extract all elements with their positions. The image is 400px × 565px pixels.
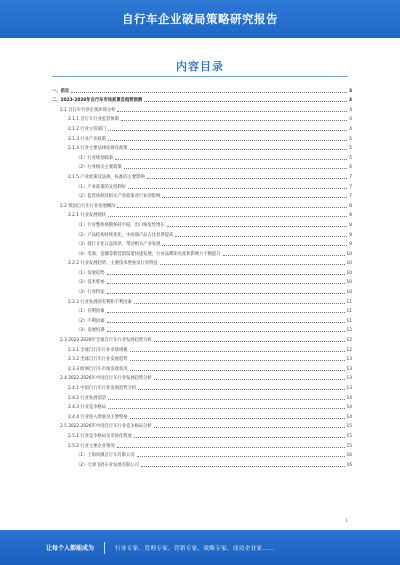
toc-entry[interactable] xyxy=(52,218,352,228)
toc-entry-text: （1）发展趋势 xyxy=(76,270,105,276)
toc-leader-dots xyxy=(147,178,348,179)
toc-leader-dots xyxy=(121,120,347,121)
toc-entry-page: 15 xyxy=(346,443,352,449)
toc-leader-dots xyxy=(107,274,345,275)
toc-entry-page: 15 xyxy=(346,424,352,430)
footer-roles-text: 行业专家、管理专家、营销专家、战略专家、成功企业家…… xyxy=(115,545,275,552)
toc-leader-dots xyxy=(175,236,347,237)
toc-entry[interactable] xyxy=(52,247,352,257)
toc-leader-dots xyxy=(130,370,345,371)
toc-entry-page: 7 xyxy=(349,194,352,200)
toc-entry[interactable] xyxy=(52,429,352,439)
toc-entry-text: 2.2.2 行业发展趋势、主要技术壁垒及行业特征 xyxy=(68,261,158,267)
toc-entry-page: 10 xyxy=(346,251,352,257)
toc-entry[interactable] xyxy=(52,190,352,200)
toc-entry[interactable] xyxy=(52,266,352,276)
toc-entry-page: 8 xyxy=(349,222,352,228)
toc-leader-dots xyxy=(108,130,347,131)
toc-entry-text: 2.3.2 全球自行车行业发展趋势 xyxy=(68,357,128,363)
toc-entry-text: 2.4.3 行业竞争格局 xyxy=(68,405,107,411)
toc-entry[interactable] xyxy=(52,209,352,219)
table-of-contents xyxy=(52,84,352,468)
toc-entry-text: （2）产品结构持续优化，中高端产品占比显著提高 xyxy=(76,232,174,238)
toc-leader-dots xyxy=(130,149,348,150)
toc-leader-dots xyxy=(162,245,347,246)
toc-leader-dots xyxy=(108,216,347,217)
toc-entry-page: 8 xyxy=(349,213,352,219)
toc-leader-dots xyxy=(154,427,345,428)
toc-entry-page: 4 xyxy=(349,117,352,123)
footer-lead-text: 让每个人都能成为 xyxy=(46,545,95,552)
toc-entry-text: 2.4.1 中国自行车行业发展趋势分析 xyxy=(68,386,137,391)
toc-leader-dots xyxy=(108,408,344,409)
toc-entry[interactable] xyxy=(52,122,352,132)
page-number: 1 xyxy=(345,518,348,523)
toc-entry-page: 13 xyxy=(346,386,352,391)
toc-leader-dots xyxy=(154,379,345,380)
toc-entry-page: 9 xyxy=(349,232,352,238)
toc-entry-text: 2.3.3 欧洲自行车市场发展状况 xyxy=(68,366,128,372)
toc-entry[interactable] xyxy=(52,228,352,238)
toc-entry-page: 11 xyxy=(346,309,352,315)
toc-entry-page: 12 xyxy=(346,347,352,353)
toc-leader-dots xyxy=(71,92,347,93)
toc-leader-dots xyxy=(223,255,345,256)
toc-entry-text: 二、2023-2028年自行车市场前景及趋势预测 xyxy=(52,98,143,104)
toc-entry[interactable] xyxy=(52,439,352,449)
toc-leader-dots xyxy=(107,322,345,323)
toc-entry[interactable] xyxy=(52,343,352,353)
toc-entry-text: 2.2 我国自行车行业发展概况 xyxy=(60,203,116,209)
toc-entry-page: 7 xyxy=(349,174,352,180)
toc-leader-dots xyxy=(167,226,348,227)
toc-entry[interactable] xyxy=(52,103,352,113)
toc-leader-dots xyxy=(107,283,345,284)
toc-entry-page: 5 xyxy=(349,155,352,161)
toc-entry-page: 15 xyxy=(346,433,352,439)
toc-entry-text: 2.4 2022-2026年中国自行车行业发展趋势分析 xyxy=(60,376,152,382)
toc-entry-page: 7 xyxy=(349,184,352,190)
toc-entry[interactable] xyxy=(52,372,352,382)
toc-entry-page: 16 xyxy=(346,453,352,459)
toc-entry[interactable] xyxy=(52,353,352,363)
toc-entry[interactable] xyxy=(52,257,352,267)
toc-entry-page: 9 xyxy=(349,242,352,248)
toc-entry-page: 3 xyxy=(349,88,352,94)
toc-entry-text: 2.4.2 行业发展前景 xyxy=(68,395,107,401)
toc-entry[interactable] xyxy=(52,449,352,459)
toc-entry-page: 3 xyxy=(349,98,352,104)
toc-entry-page: 16 xyxy=(346,462,352,468)
toc-entry-page: 10 xyxy=(346,280,352,286)
toc-entry[interactable] xyxy=(52,151,352,161)
toc-entry-page: 13 xyxy=(346,376,352,382)
toc-entry[interactable] xyxy=(52,113,352,123)
toc-entry-text: 2.1.2 行业主管部门 xyxy=(68,126,107,132)
report-title: 自行车企业破局策略研究报告 xyxy=(122,12,278,26)
toc-leader-dots xyxy=(130,351,345,352)
toc-entry-text: 2.5 2022-2026年中国自行车行业竞争格局分析 xyxy=(60,424,152,430)
toc-entry[interactable] xyxy=(52,314,352,324)
toc-entry-page: 4 xyxy=(349,126,352,132)
toc-entry[interactable] xyxy=(52,401,352,411)
toc-entry-text: 2.1.4 行业主要法律法规及政策 xyxy=(68,146,128,152)
toc-entry-page: 13 xyxy=(346,366,352,372)
toc-leader-dots xyxy=(108,140,347,141)
toc-entry-text: （2）天津飞鸽车业发展有限公司 xyxy=(76,462,139,468)
toc-entry-page: 5 xyxy=(349,146,352,152)
toc-entry[interactable] xyxy=(52,420,352,430)
toc-entry-text: 2.3.1 全球自行车行业市场规模 xyxy=(68,347,128,353)
toc-leader-dots xyxy=(117,447,345,448)
toc-entry-text: 2.5.2 行业主要企业情况 xyxy=(68,443,115,449)
toc-entry-page: 11 xyxy=(346,299,352,305)
toc-entry[interactable] xyxy=(52,180,352,190)
toc-entry-page: 11 xyxy=(346,318,352,324)
toc-entry-text: （2）行业相关主要政策 xyxy=(76,165,122,171)
toc-entry-text: （1）行业规划政策 xyxy=(76,155,114,161)
footer-banner xyxy=(0,530,400,565)
toc-entry-page: 12 xyxy=(346,328,352,334)
toc-leader-dots xyxy=(107,312,345,313)
toc-entry-page: 10 xyxy=(346,261,352,267)
toc-entry[interactable] xyxy=(52,199,352,209)
toc-leader-dots xyxy=(162,197,347,198)
toc-entry[interactable] xyxy=(52,333,352,343)
toc-entry-page: 14 xyxy=(346,395,352,401)
toc-leader-dots xyxy=(108,399,344,400)
toc-entry[interactable] xyxy=(52,305,352,315)
toc-leader-dots xyxy=(117,207,347,208)
toc-heading: 内容目录 xyxy=(176,60,224,73)
toc-entry[interactable] xyxy=(52,458,352,468)
toc-entry[interactable] xyxy=(52,295,352,305)
toc-entry[interactable] xyxy=(52,142,352,152)
toc-entry-page: 6 xyxy=(349,165,352,171)
toc-leader-dots xyxy=(160,264,345,265)
toc-entry-text: 一、前言 xyxy=(52,88,70,94)
toc-leader-dots xyxy=(134,303,345,304)
toc-entry-page: 14 xyxy=(346,414,352,420)
toc-leader-dots xyxy=(134,437,345,438)
toc-leader-dots xyxy=(130,418,345,419)
toc-entry-text: （1）行业整体规模保持平稳，出口恢复性增长 xyxy=(76,222,165,228)
toc-entry-text: （3）发展机遇 xyxy=(76,328,105,334)
toc-leader-dots xyxy=(107,293,345,294)
toc-leader-dots xyxy=(128,188,347,189)
toc-leader-dots xyxy=(117,111,347,112)
toc-entry-text: 2.1 自行车行业宏观环境分析 xyxy=(60,107,116,113)
toc-leader-dots xyxy=(107,331,345,332)
toc-leader-dots xyxy=(137,456,345,457)
toc-leader-dots xyxy=(115,159,347,160)
toc-entry-text: 2.4.4 行业进入壁垒及主要壁垒 xyxy=(68,414,128,420)
report-header-banner xyxy=(0,0,400,38)
toc-leader-dots xyxy=(130,360,345,361)
toc-entry-page: 8 xyxy=(349,203,352,209)
toc-divider xyxy=(52,76,348,77)
toc-entry[interactable] xyxy=(52,170,352,180)
toc-entry[interactable] xyxy=(52,132,352,142)
toc-entry[interactable] xyxy=(52,391,352,401)
toc-leader-dots xyxy=(144,101,347,102)
toc-entry-text: 2.5.1 行业竞争格局及市场化程度 xyxy=(68,433,132,439)
toc-entry-text: 2.1.5 产业政策及法规、标准的主要影响 xyxy=(68,174,145,180)
footer-divider xyxy=(104,542,105,554)
toc-entry[interactable] xyxy=(52,94,352,104)
toc-entry-page: 10 xyxy=(346,270,352,276)
toc-entry[interactable] xyxy=(52,381,352,391)
toc-leader-dots xyxy=(124,168,348,169)
toc-entry-page: 12 xyxy=(346,338,352,344)
toc-entry-text: 2.2.3 行业发展的有利和不利因素 xyxy=(68,299,132,305)
toc-entry-page: 5 xyxy=(349,136,352,142)
toc-entry[interactable] xyxy=(52,324,352,334)
toc-entry[interactable] xyxy=(52,410,352,420)
toc-entry-page: 13 xyxy=(346,357,352,363)
toc-entry[interactable] xyxy=(52,84,352,94)
toc-entry-text: （2）监管体制及相关产业政策对行业的影响 xyxy=(76,194,161,200)
toc-entry-text: 2.1.1 自行车行业监管体制 xyxy=(68,117,119,123)
toc-leader-dots xyxy=(154,341,345,342)
toc-entry-text: 2.1.3 行业产业政策 xyxy=(68,136,107,142)
toc-entry[interactable] xyxy=(52,161,352,171)
toc-entry-text: （3）行业特征 xyxy=(76,290,105,296)
toc-entry-text: （1）上海凤凰自行车有限公司 xyxy=(76,453,135,459)
toc-entry-text: （1）产业政策的支持利好 xyxy=(76,184,126,190)
toc-entry[interactable] xyxy=(52,238,352,248)
toc-entry-page: 14 xyxy=(346,405,352,411)
toc-leader-dots xyxy=(141,466,345,467)
toc-entry[interactable] xyxy=(52,362,352,372)
toc-entry-text: 2.2.1 行业发展现状 xyxy=(68,213,107,219)
toc-entry-text: （3）骑行文化日益浓厚，带动相关产业发展 xyxy=(76,242,161,248)
toc-entry-page: 4 xyxy=(349,107,352,113)
toc-entry-text: （1）有利因素 xyxy=(76,309,105,315)
toc-entry[interactable] xyxy=(52,276,352,286)
toc-entry-text: 2.3 2022-2026年全球自行车行业发展趋势分析 xyxy=(60,338,152,344)
toc-entry-text: （2）不利因素 xyxy=(76,318,105,324)
toc-entry-text: （4）电商、直播等新营销渠道快速发展，行业品牌知名度和影响力不断提升 xyxy=(76,251,221,257)
toc-entry[interactable] xyxy=(52,285,352,295)
toc-entry-text: （2）技术壁垒 xyxy=(76,280,105,286)
toc-entry-page: 10 xyxy=(346,290,352,296)
toc-leader-dots xyxy=(138,389,344,390)
